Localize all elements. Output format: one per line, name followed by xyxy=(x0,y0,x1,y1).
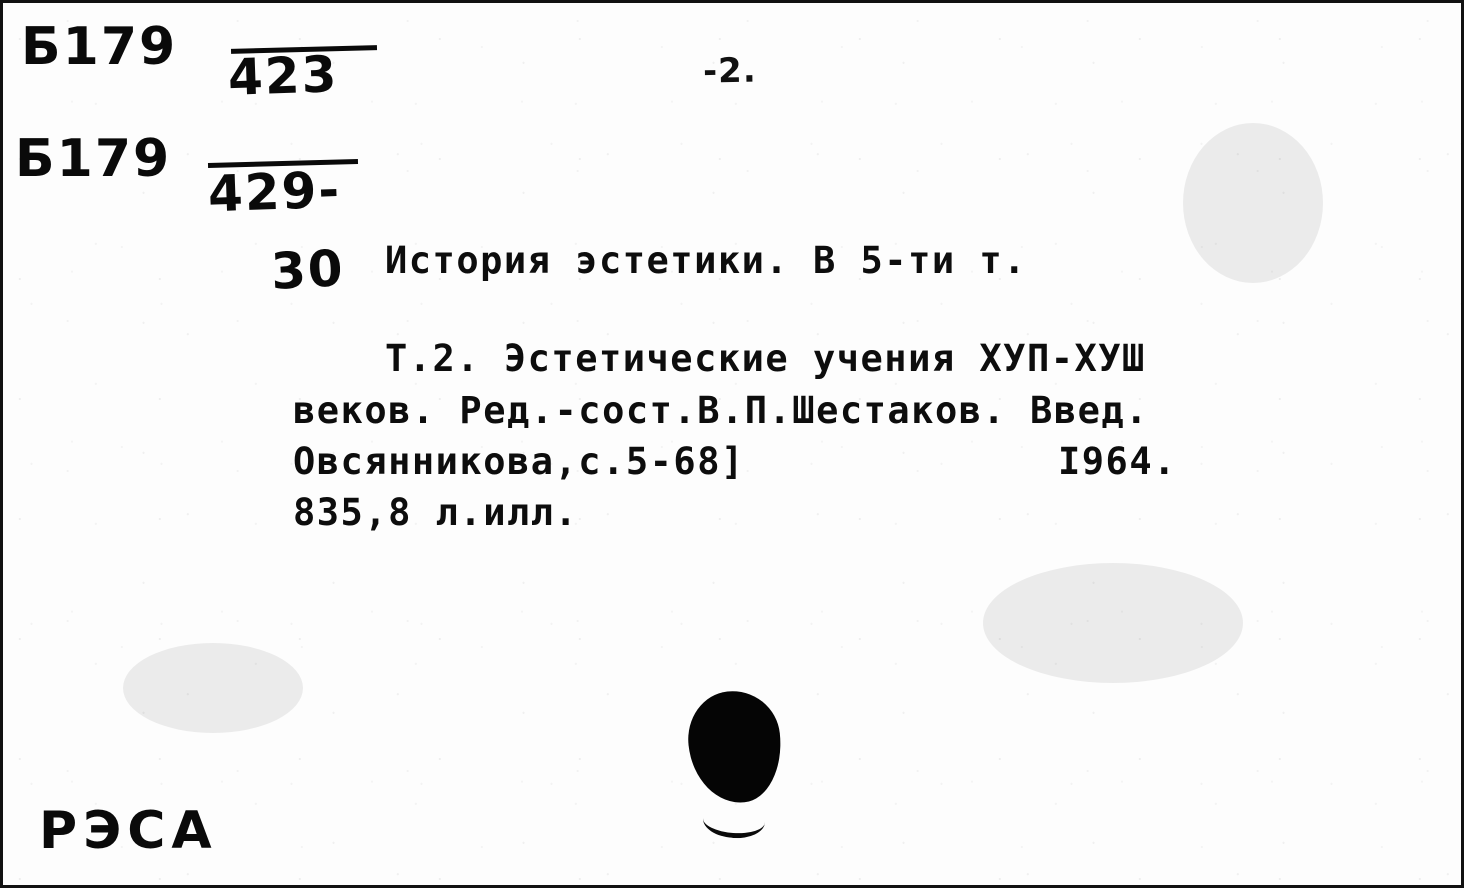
record-pages: 835,8 л.илл. xyxy=(293,491,579,534)
ink-blot-mark xyxy=(683,686,786,807)
paper-smudge xyxy=(983,563,1243,683)
paper-smudge xyxy=(123,643,303,733)
call-number-line2-number: 429- xyxy=(207,160,343,224)
pen-stroke-mark xyxy=(702,801,766,840)
page-marker: -2. xyxy=(702,50,758,92)
record-year: I964. xyxy=(1058,440,1177,483)
library-stamp: РЭСА xyxy=(39,801,218,861)
paper-smudge xyxy=(1183,123,1323,283)
call-number-line1-prefix: Б179 xyxy=(21,17,178,77)
call-number-line2-number-continued: 30 xyxy=(269,239,347,301)
record-volume-line-2: веков. Ред.-сост.В.П.Шестаков. Введ. xyxy=(293,389,1149,432)
call-number-line2-prefix: Б179 xyxy=(15,129,172,189)
call-number-line1-number: 423 xyxy=(227,45,340,107)
record-volume-line-3: Овсянникова,с.5-68] xyxy=(293,440,745,483)
record-title: История эстетики. В 5-ти т. xyxy=(385,239,1027,282)
record-volume-line-1: Т.2. Эстетические учения ХУП-ХУШ xyxy=(385,337,1146,380)
